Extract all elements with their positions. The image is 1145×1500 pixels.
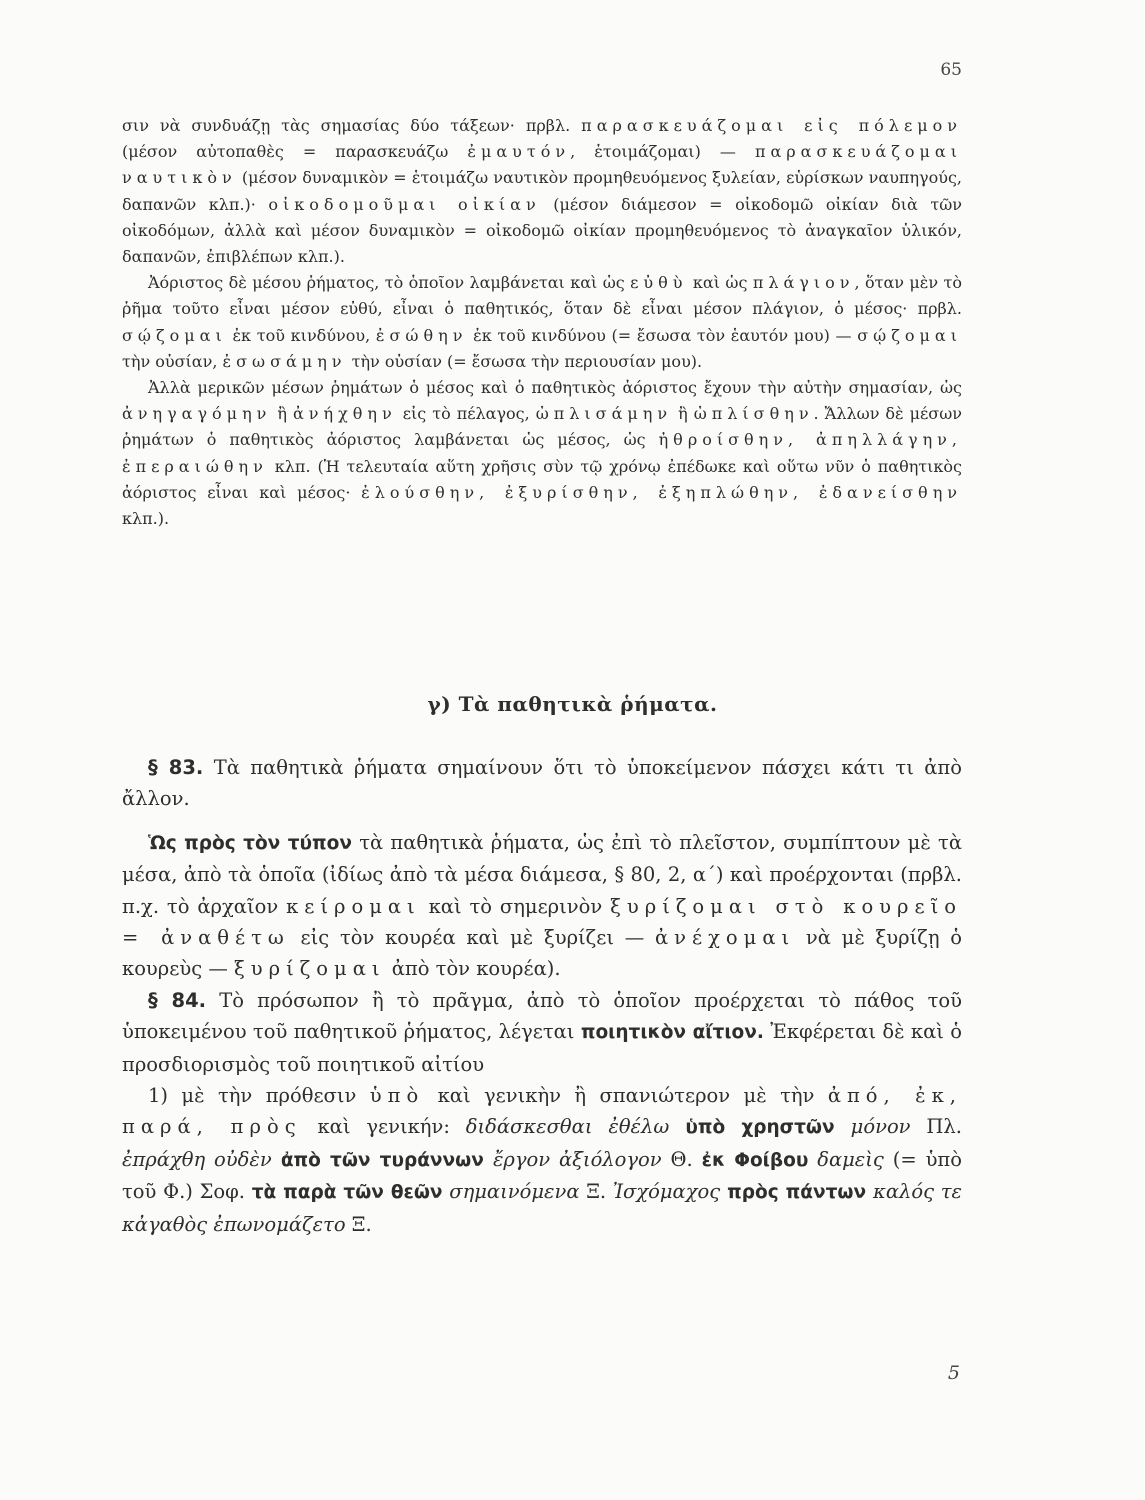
paragraph-passive-aorist: Ἀλλὰ μερικῶν μέσων ῥημάτων ὁ μέσος καὶ ὁ παθητικὸς ἀόριστος ἔχουν τὴν αὐτὴν σημασίαν, ὡς ἀνηγαγόμην ἢ ἀνήχθην εἰς τὸ πέλαγος, ὡπλισάμην ἢ ὡπλίσθην. Ἄλλων δὲ μέσων ῥημάτων ὁ παθητικὸς ἀόριστος λαμβάνεται ὡς μέσος, ὡς ἠθροίσθην, ἀπηλλάγην, ἐπεραιώθην κλπ. (Ἡ τελευταία αὕτη χρῆσις σὺν τῷ χρόνῳ ἐπέδωκε καὶ οὕτω νῦν ὁ παθητικὸς ἀόριστος εἶναι καὶ μέσος· ἐλούσθην, ἐξυρίσθην, ἐξηπλώθην, ἐδανείσθην κλπ.). — [122, 378, 963, 529]
list-item: 1) μὲ τὴν πρόθεσιν ὑπὸ καὶ γενικὴν ἢ σπανιώτερον μὲ τὴν ἀπό, ἐκ, παρά, πρὸς καὶ γενικήν: διδάσκεσθαι ἐθέλω ὑπὸ χρηστῶν μόνον Πλ. ἐπράχθη οὐδὲν ἀπὸ τῶν τυράννων ἔργον ἀξιόλογον Θ. ἐκ Φοίβου δαμεὶς (= ὑπὸ τοῦ Φ.) Σοφ. τὰ παρὰ τῶν θεῶν σημαινόμενα Ξ. Ἰσχόμαχος πρὸς πάντων καλός τε κἀγαθὸς ἐπωνομάζετο Ξ. — [122, 1084, 962, 1236]
section-83: § 83. Τὰ παθητικὰ ῥήματα σημαίνουν ὅτι τὸ ὑποκείμενον πάσχει κάτι τι ἀπὸ ἄλλον. — [122, 756, 962, 811]
paragraph-middle-voice: σιν νὰ συνδυάζῃ τὰς σημασίας δύο τάξεων· πρβλ. παρασκευάζομαι εἰς πόλεμον (μέσον αὐτοπαθὲς = παρασκευάζω ἐμαυτόν, ἑτοιμάζομαι) — παρασκευάζομαι ναυτικὸν (μέσον δυναμικὸν = ἑτοιμάζω ναυτικὸν προμηθευόμενος ξυλείαν, εὑρίσκων ναυπηγούς, δαπανῶν κλπ.)· οἰκοδομοῦμαι οἰκίαν (μέσον διάμεσον = οἰκοδομῶ οἰκίαν διὰ τῶν οἰκοδόμων, ἀλλὰ καὶ μέσον δυναμικὸν = οἰκοδομῶ οἰκίαν προμηθευόμενος τὸ ἀναγκαῖον ὑλικόν, δαπανῶν, ἐπιβλέπων κλπ.). — [122, 116, 963, 267]
section-number: § 83. — [148, 756, 204, 779]
upper-text-block — [122, 113, 962, 532]
paragraph-form: Ὡς πρὸς τὸν τύπον τὰ παθητικὰ ῥήματα, ὡς ἐπὶ τὸ πλεῖστον, συμπίπτουν μὲ τὰ μέσα, ἀπὸ τὰ ὁποῖα (ἰδίως ἀπὸ τὰ μέσα διάμεσα, § 80, 2, α΄) καὶ προέρχονται (πρβλ. π.χ. τὸ ἀρχαῖον κείρομαι καὶ τὸ σημερινὸν ξυρίζομαι στὸ κουρεῖο = ἀναθέτω εἰς τὸν κουρέα καὶ μὲ ξυρίζει — ἀνέχομαι νὰ μὲ ξυρίζῃ ὁ κουρεὺς — ξυρίζομαι ἀπὸ τὸν κουρέα). — [122, 830, 962, 981]
section-84: § 84. Τὸ πρόσωπον ἢ τὸ πρᾶγμα, ἀπὸ τὸ ὁποῖον προέρχεται τὸ πάθος τοῦ ὑποκειμένου τοῦ παθητικοῦ ῥήματος, λέγεται ποιητικὸν αἴτιον. Ἐκφέρεται δὲ καὶ ὁ προσδιορισμὸς τοῦ ποιητικοῦ αἰτίου — [122, 988, 962, 1076]
section-number: § 84. — [148, 988, 207, 1012]
section-heading: γ) Τὰ παθητικὰ ῥήματα. — [427, 692, 718, 716]
lower-text-block — [122, 752, 962, 1240]
paragraph-aorist: Ἀόριστος δὲ μέσου ῥήματος, τὸ ὁποῖον λαμβάνεται καὶ ὡς εὐθὺ καὶ ὡς πλάγιον, ὅταν μὲν τὸ ῥῆμα τοῦτο εἶναι μέσον εὐθύ, εἶναι ὁ παθητικός, ὅταν δὲ εἶναι μέσον πλάγιον, ὁ μέσος· πρβλ. σῴζομαι ἐκ τοῦ κινδύνου, ἐσώθην ἐκ τοῦ κινδύνου (= ἔσωσα τὸν ἑαυτόν μου) — σῴζομαι τὴν οὐσίαν, ἐσωσάμην τὴν οὐσίαν (= ἔσωσα τὴν περιουσίαν μου). — [122, 273, 963, 371]
page-number: 65 — [940, 60, 962, 80]
signature-mark: 5 — [947, 1362, 960, 1384]
